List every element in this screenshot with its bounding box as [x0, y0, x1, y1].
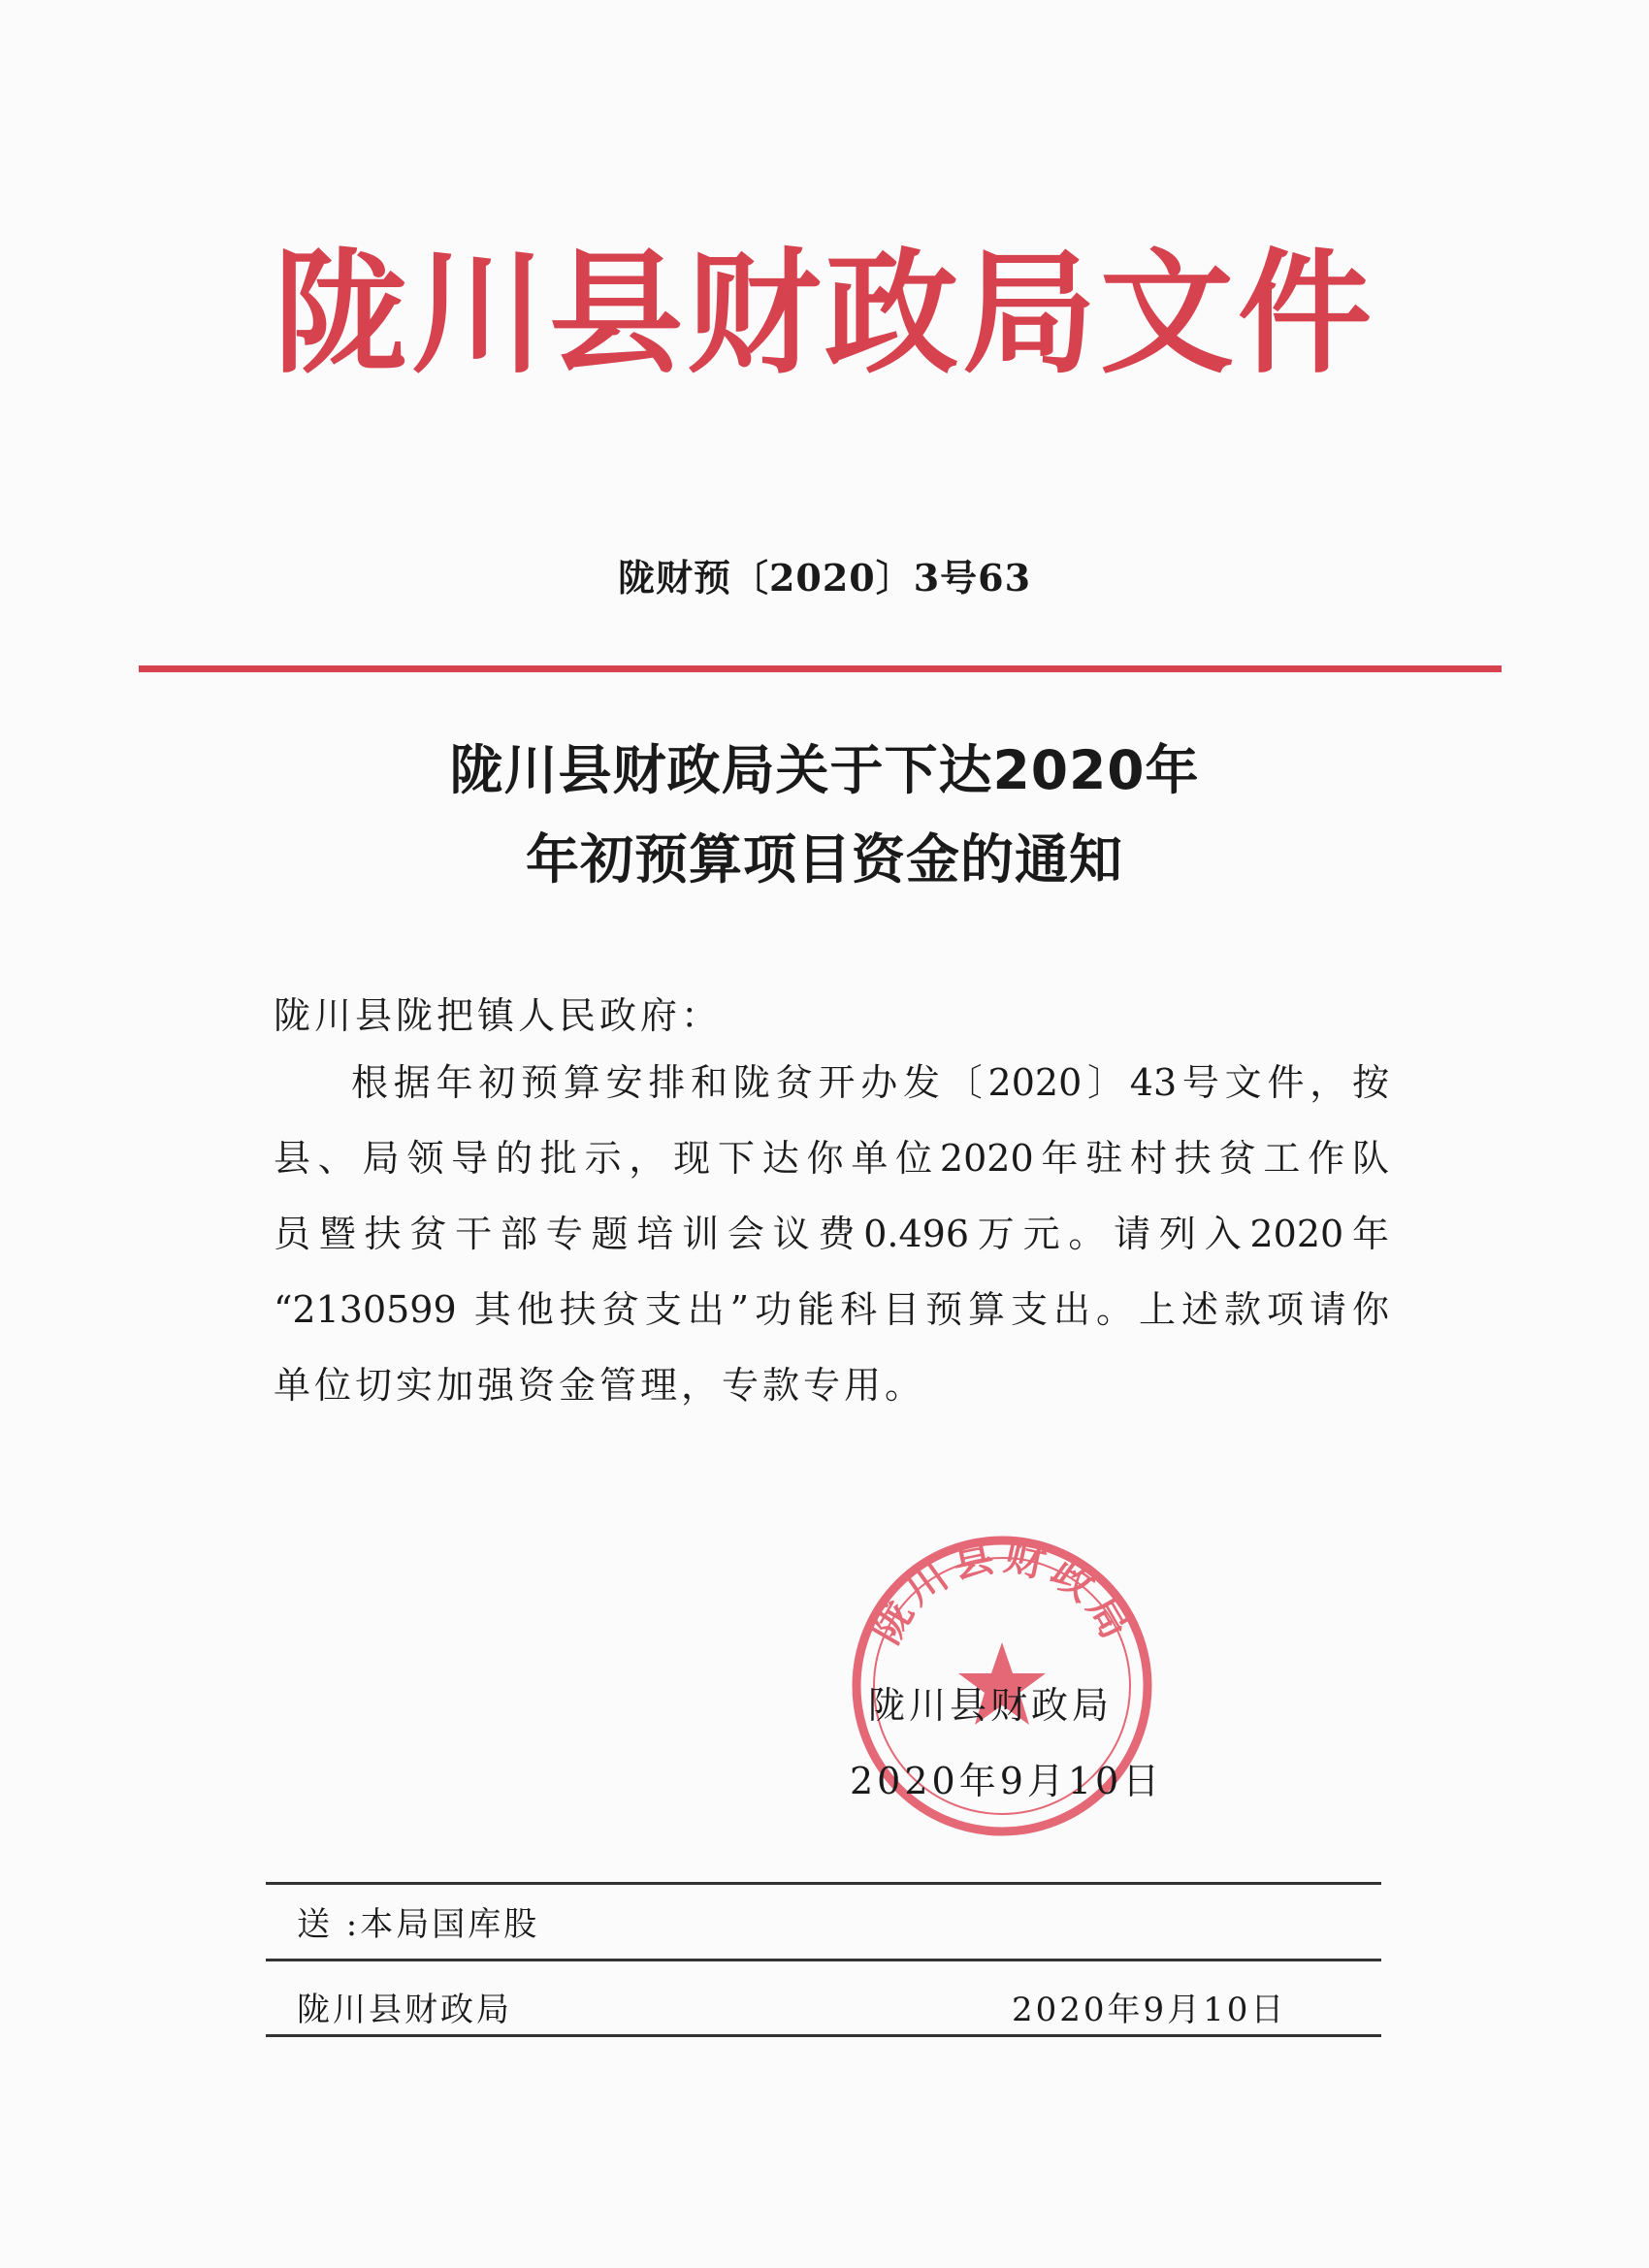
- salutation: 陇川县陇把镇人民政府：: [274, 994, 723, 1037]
- footer-issuer: 陇川县财政局: [297, 1991, 512, 2029]
- seal-text: 陇川县财政局: [860, 1531, 1144, 1652]
- footer-rule-middle: [266, 1959, 1381, 1961]
- title-line-1: 陇川县财政局关于下达2020年: [449, 739, 1200, 801]
- footer-rule-bottom: [266, 2034, 1381, 2037]
- body-line-3: 员暨扶贫干部专题培训会议费0.496万元。请列入2020年: [274, 1213, 1389, 1255]
- masthead-title: 陇川县财政局文件: [273, 236, 1375, 392]
- red-divider: [139, 665, 1502, 672]
- document-number: 陇财预〔2020〕3号63: [617, 556, 1032, 599]
- body-line-2: 县、局领导的批示，现下达你单位2020年驻村扶贫工作队: [274, 1137, 1389, 1180]
- body-line-1: 根据年初预算安排和陇贫开办发〔2020〕43号文件，按: [351, 1061, 1389, 1104]
- signer-org: 陇川县财政局: [868, 1684, 1114, 1727]
- body-line-4: “2130599 其他扶贫支出”功能科目预算支出。上述款项请你: [274, 1288, 1389, 1331]
- title-line-2: 年初预算项目资金的通知: [525, 828, 1123, 891]
- body-line-5: 单位切实加强资金管理，专款专用。: [274, 1364, 926, 1407]
- document-title: [0, 726, 1649, 904]
- signing-date: 2020年9月10日: [850, 1760, 1164, 1802]
- footer-date: 2020年9月10日: [1012, 1991, 1287, 2029]
- footer-rule-top: [266, 1882, 1381, 1885]
- cc-recipients: 送 :本局国库股: [297, 1905, 540, 1944]
